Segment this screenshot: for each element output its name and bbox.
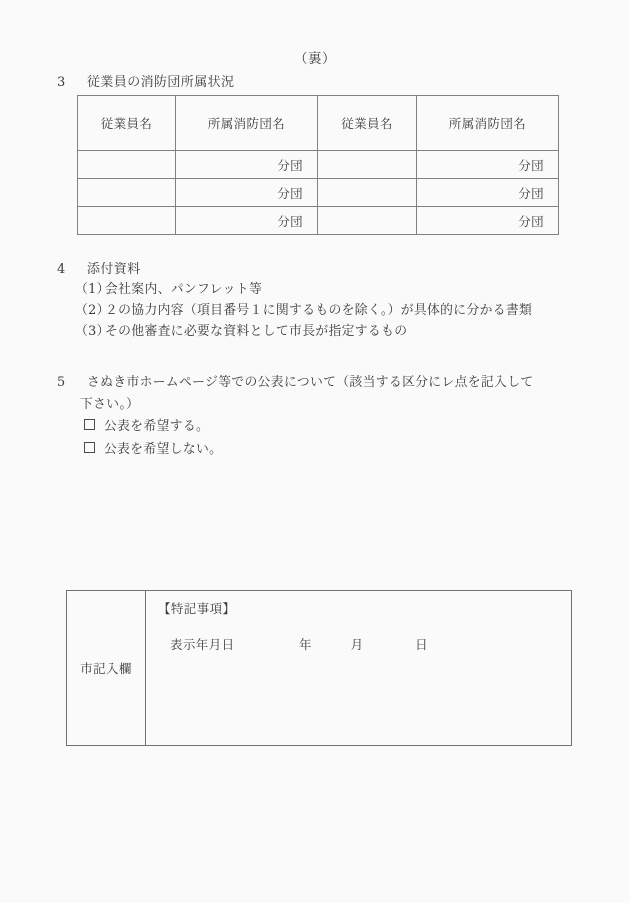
- cell-employee-name[interactable]: [318, 151, 417, 179]
- column-header-brigade-name-1: 所属消防団名: [176, 96, 318, 151]
- table-row: [78, 179, 559, 207]
- section-3-heading: [57, 71, 234, 90]
- attachment-item-3: [75, 320, 407, 339]
- attachment-item-3-label: その他審査に必要な資料として市長が指定するもの: [105, 324, 408, 339]
- fire-brigade-membership-table: [77, 95, 559, 235]
- section-3-number: 3: [57, 75, 66, 90]
- cell-employee-name[interactable]: [318, 179, 417, 207]
- cell-brigade-name[interactable]: 分団: [417, 207, 559, 235]
- checkbox-icon[interactable]: [84, 419, 95, 430]
- column-header-brigade-name-2: 所属消防団名: [417, 96, 559, 151]
- attachment-item-1-marker: （1）: [75, 282, 110, 297]
- section-3-title: 従業員の消防団所属状況: [87, 75, 235, 90]
- attachment-item-1: [75, 278, 262, 297]
- section-5-heading: [57, 371, 533, 390]
- cell-brigade-name[interactable]: 分団: [417, 151, 559, 179]
- attachment-item-2-label: ２の協力内容（項目番号１に関するものを除く。）が具体的に分かる書類: [105, 303, 533, 318]
- city-use-only-box: [66, 590, 572, 746]
- section-5-title-line-1: さぬき市ホームページ等での公表について（該当する区分にレ点を記入して: [87, 375, 534, 390]
- city-use-only-label: 市記入欄: [67, 591, 146, 745]
- table-row: [78, 151, 559, 179]
- attachment-item-2-marker: （2）: [75, 303, 110, 318]
- cell-brigade-name[interactable]: 分団: [417, 179, 559, 207]
- city-use-only-content[interactable]: [146, 591, 571, 745]
- publication-option-no-label: 公表を希望しない。: [104, 442, 223, 457]
- cell-employee-name[interactable]: [318, 207, 417, 235]
- cell-brigade-name[interactable]: 分団: [176, 151, 318, 179]
- section-5-title-line-2: 下さい。）: [80, 397, 140, 412]
- section-4-number: 4: [57, 262, 66, 277]
- publication-option-yes-label: 公表を希望する。: [104, 419, 210, 434]
- column-header-employee-name-1: 従業員名: [78, 96, 176, 151]
- attachment-item-1-label: 会社案内、パンフレット等: [105, 282, 263, 297]
- cell-employee-name[interactable]: [78, 179, 176, 207]
- attachment-item-3-marker: （3）: [75, 324, 110, 339]
- display-date-line[interactable]: 表示年月日 年 月 日: [170, 637, 429, 652]
- table-header-row: [78, 96, 559, 151]
- cell-employee-name[interactable]: [78, 207, 176, 235]
- checkbox-icon[interactable]: [84, 442, 95, 453]
- section-4-heading: [57, 258, 141, 277]
- page-side-marker: （裏）: [294, 51, 336, 67]
- special-notes-title: 【特記事項】: [158, 601, 236, 616]
- cell-employee-name[interactable]: [78, 151, 176, 179]
- publication-option-no[interactable]: [84, 438, 222, 457]
- publication-option-yes[interactable]: [84, 415, 209, 434]
- column-header-employee-name-2: 従業員名: [318, 96, 417, 151]
- section-5-number: 5: [57, 375, 66, 390]
- cell-brigade-name[interactable]: 分団: [176, 179, 318, 207]
- table-row: [78, 207, 559, 235]
- attachment-item-2: [75, 299, 532, 318]
- cell-brigade-name[interactable]: 分団: [176, 207, 318, 235]
- section-4-title: 添付資料: [87, 262, 141, 277]
